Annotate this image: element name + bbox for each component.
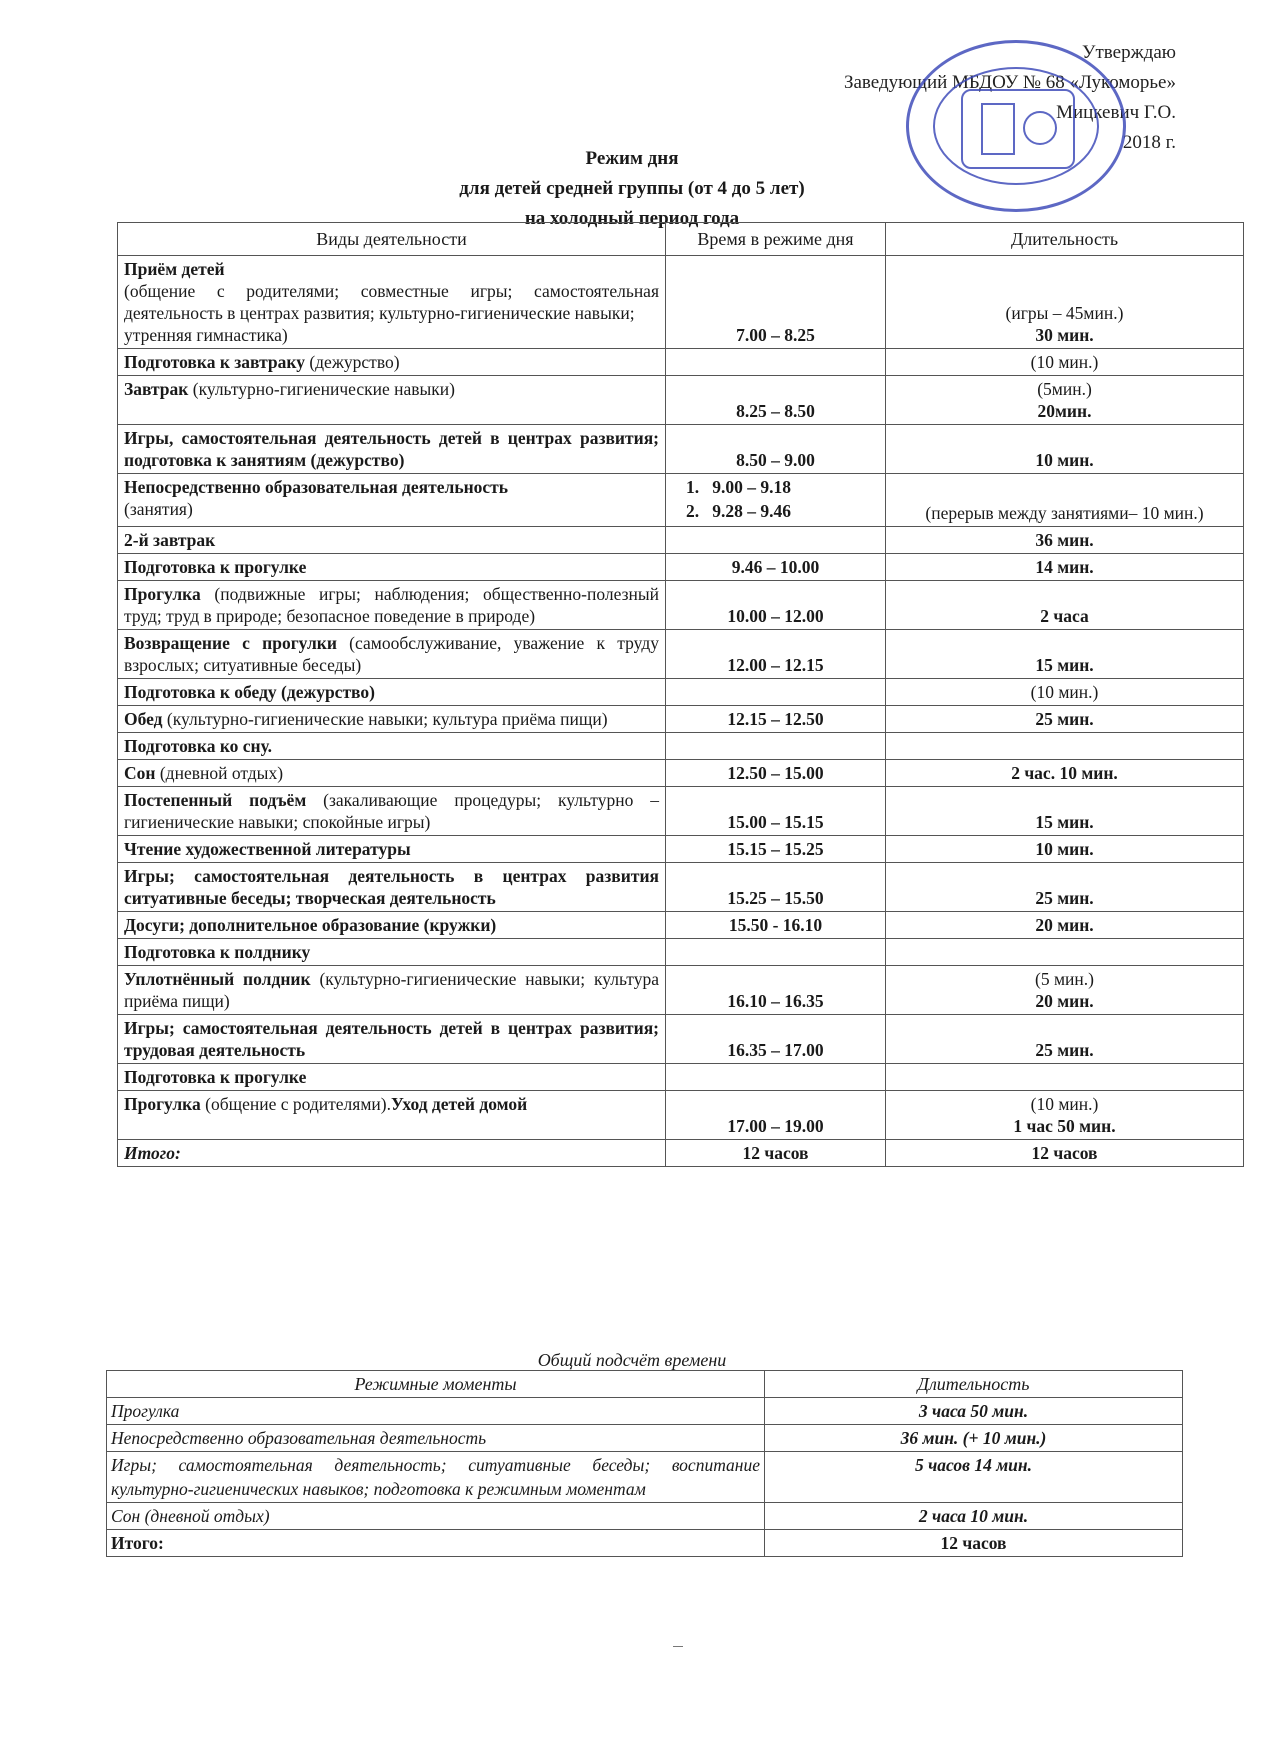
duration-value: 20 мин.: [1035, 915, 1094, 935]
duration-value: 25 мин.: [1035, 1040, 1094, 1060]
activity-title: Приём детей: [124, 259, 225, 279]
time-cell: [666, 679, 886, 706]
schedule-row: [118, 733, 1244, 760]
activity-description: (дежурство): [304, 352, 400, 372]
activity-cell: [118, 706, 666, 733]
duration-note: (5мин.): [1037, 379, 1092, 399]
duration-value: 20мин.: [1037, 401, 1092, 421]
summary-value: 5 часов 14 мин.: [765, 1452, 1183, 1503]
duration-value: 15 мин.: [1035, 812, 1094, 832]
activity-title: Сон: [124, 763, 156, 783]
activity-description: (самообслуживание, уважение к труду взрослых; ситуативные беседы): [124, 633, 659, 675]
activity-title-extra: Уход детей домой: [390, 1094, 528, 1114]
duration-cell: [886, 760, 1244, 787]
activity-cell: [118, 425, 666, 474]
summary-value: 36 мин. (+ 10 мин.): [765, 1425, 1183, 1452]
activity-cell: [118, 256, 666, 349]
activity-description: (занятия): [124, 499, 193, 519]
duration-value: 30 мин.: [1035, 325, 1094, 345]
duration-cell: [886, 1015, 1244, 1064]
duration-cell: [886, 836, 1244, 863]
duration-cell: [886, 863, 1244, 912]
activity-title: Подготовка к прогулке: [124, 557, 307, 577]
duration-cell: [886, 966, 1244, 1015]
time-cell: 16.10 – 16.35: [666, 966, 886, 1015]
duration-value: 10 мин.: [1035, 839, 1094, 859]
duration-value: 14 мин.: [1035, 557, 1094, 577]
time-cell: [666, 527, 886, 554]
activity-description: (общение с родителями).: [200, 1094, 391, 1114]
schedule-row: [118, 836, 1244, 863]
duration-note: (перерыв между занятиями– 10 мин.): [925, 503, 1204, 523]
duration-value: 2 час. 10 мин.: [1011, 763, 1118, 783]
activity-title: Игры; самостоятельная деятельность детей в центрах развития; трудовая деятельность: [124, 1018, 659, 1060]
duration-value: 1 час 50 мин.: [1013, 1116, 1116, 1136]
summary-label: Непосредственно образовательная деятельность: [107, 1425, 765, 1452]
duration-note: (10 мин.): [1030, 1094, 1099, 1114]
title-line-1: Режим дня: [585, 148, 679, 169]
time-value: 9.00 – 9.18: [712, 477, 791, 497]
schedule-row: [118, 939, 1244, 966]
duration-cell: [886, 1064, 1244, 1091]
duration-cell: [886, 425, 1244, 474]
activity-cell: [118, 376, 666, 425]
summary-title: Общий подсчёт времени: [537, 1350, 727, 1370]
time-cell: [666, 939, 886, 966]
duration-value: 25 мин.: [1035, 709, 1094, 729]
summary-label: Игры; самостоятельная деятельность; ситуативные беседы; воспитание культурно-гигиенических навыков; подготовка к режимным моментам: [107, 1452, 765, 1503]
summary-row: [107, 1425, 1183, 1452]
time-cell: 10.00 – 12.00: [666, 581, 886, 630]
time-list-item: [686, 500, 879, 522]
duration-cell: [886, 376, 1244, 425]
duration-cell: [886, 939, 1244, 966]
schedule-row: [118, 912, 1244, 939]
duration-cell: [886, 679, 1244, 706]
activity-description: (культурно-гигиенические навыки; культура приёма пищи): [162, 709, 608, 729]
header-duration: Длительность: [886, 223, 1244, 256]
schedule-row: [118, 256, 1244, 349]
time-list-item: [686, 476, 879, 498]
summary-row: [107, 1503, 1183, 1530]
activity-description: (культурно-гигиенические навыки): [188, 379, 455, 399]
schedule-total-row: [118, 1140, 1244, 1167]
schedule-row: [118, 1064, 1244, 1091]
duration-note: (игры – 45мин.): [1005, 303, 1124, 323]
summary-header-row: [107, 1371, 1183, 1398]
duration-value: 10 мин.: [1035, 450, 1094, 470]
schedule-row: [118, 679, 1244, 706]
duration-cell: [886, 1091, 1244, 1140]
schedule-row: [118, 863, 1244, 912]
activity-cell: [118, 527, 666, 554]
time-cell: 15.25 – 15.50: [666, 863, 886, 912]
duration-value: 2 часа: [1040, 606, 1089, 626]
total-label: Итого:: [118, 1140, 666, 1167]
duration-cell: [886, 630, 1244, 679]
total-duration: 12 часов: [886, 1140, 1244, 1167]
activity-cell: [118, 554, 666, 581]
time-cell: 12.50 – 15.00: [666, 760, 886, 787]
duration-value: 20 мин.: [1035, 991, 1094, 1011]
time-cell: 12.00 – 12.15: [666, 630, 886, 679]
summary-body: [107, 1398, 1183, 1557]
activity-cell: [118, 474, 666, 527]
activity-description: (дневной отдых): [155, 763, 284, 783]
summary-value: 12 часов: [765, 1530, 1183, 1557]
activity-title: Непосредственно образовательная деятельность: [124, 477, 509, 497]
time-cell: [666, 1064, 886, 1091]
time-cell: 16.35 – 17.00: [666, 1015, 886, 1064]
schedule-header-row: [118, 223, 1244, 256]
schedule-row: [118, 554, 1244, 581]
duration-cell: [886, 349, 1244, 376]
summary-label: Прогулка: [107, 1398, 765, 1425]
time-cell: 17.00 – 19.00: [666, 1091, 886, 1140]
title-line-2: для детей средней группы (от 4 до 5 лет): [459, 178, 805, 199]
time-cell: 15.50 - 16.10: [666, 912, 886, 939]
schedule-table: [117, 222, 1244, 1167]
summary-header-moments: Режимные моменты: [107, 1371, 765, 1398]
activity-description: (подвижные игры; наблюдения; общественно-полезный труд; труд в природе; безопасное поведение в природе): [124, 584, 659, 626]
summary-table: [106, 1370, 1183, 1557]
activity-title: Подготовка к полднику: [124, 942, 311, 962]
activity-cell: [118, 863, 666, 912]
duration-cell: [886, 787, 1244, 836]
duration-note: (5 мин.): [1035, 969, 1094, 989]
schedule-row: [118, 706, 1244, 733]
activity-cell: [118, 836, 666, 863]
schedule-row: [118, 376, 1244, 425]
activity-cell: [118, 966, 666, 1015]
schedule-row: [118, 425, 1244, 474]
activity-title: Прогулка: [124, 584, 201, 604]
duration-cell: [886, 581, 1244, 630]
activity-title: Игры; самостоятельная деятельность в центрах развития ситуативные беседы; творческая деятельность: [124, 866, 659, 908]
activity-cell: [118, 1091, 666, 1140]
time-value: 9.28 – 9.46: [712, 501, 791, 521]
activity-title: Уплотнённый полдник: [124, 969, 311, 989]
activity-cell: [118, 679, 666, 706]
approval-line-2: Заведующий МБДОУ № 68 «Лукоморье»: [843, 72, 1176, 93]
time-cell: [666, 733, 886, 760]
time-cell: 8.25 – 8.50: [666, 376, 886, 425]
activity-title: Обед: [124, 709, 163, 729]
schedule-row: [118, 1091, 1244, 1140]
activity-cell: [118, 349, 666, 376]
activity-cell: [118, 630, 666, 679]
activity-cell: [118, 939, 666, 966]
activity-title: Постепенный подъём: [124, 790, 307, 810]
duration-value: 36 мин.: [1035, 530, 1094, 550]
duration-cell: [886, 256, 1244, 349]
summary-header-duration: Длительность: [765, 1371, 1183, 1398]
time-cell: 8.50 – 9.00: [666, 425, 886, 474]
activity-title: Прогулка: [124, 1094, 201, 1114]
duration-note: (10 мин.): [1030, 352, 1099, 372]
activity-title: Возвращение с прогулки: [124, 633, 337, 653]
time-cell: 15.00 – 15.15: [666, 787, 886, 836]
duration-value: 15 мин.: [1035, 655, 1094, 675]
duration-value: 25 мин.: [1035, 888, 1094, 908]
schedule-row: [118, 581, 1244, 630]
activity-title: Завтрак: [124, 379, 189, 399]
schedule-row: [118, 630, 1244, 679]
schedule-row: [118, 474, 1244, 527]
activity-cell: [118, 581, 666, 630]
activity-description-extra: утренняя гимнастика): [124, 325, 288, 345]
summary-row: [107, 1530, 1183, 1557]
summary-label: Сон (дневной отдых): [107, 1503, 765, 1530]
activity-description: (культурно-гигиенические навыки; культура приёма пищи): [124, 969, 659, 1011]
duration-cell: [886, 474, 1244, 527]
footer-dash: [673, 1646, 683, 1647]
summary-row: [107, 1398, 1183, 1425]
header-activity: Виды деятельности: [118, 223, 666, 256]
document-title: [0, 144, 1264, 234]
schedule-row: [118, 966, 1244, 1015]
schedule-row: [118, 349, 1244, 376]
duration-cell: [886, 733, 1244, 760]
list-number: 1.: [686, 477, 713, 497]
time-cell: 7.00 – 8.25: [666, 256, 886, 349]
activity-title: Игры, самостоятельная деятельность детей в центрах развития; подготовка к занятиям (дежурство): [124, 428, 659, 470]
duration-cell: [886, 912, 1244, 939]
duration-cell: [886, 554, 1244, 581]
approval-line-3: Мицкевич Г.О.: [1056, 102, 1176, 123]
summary-value: 3 часа 50 мин.: [765, 1398, 1183, 1425]
activity-title: Досуги; дополнительное образование (кружки): [124, 915, 497, 935]
duration-cell: [886, 527, 1244, 554]
duration-note: (10 мин.): [1030, 682, 1099, 702]
time-cell: 9.46 – 10.00: [666, 554, 886, 581]
header-time: Время в режиме дня: [666, 223, 886, 256]
list-number: 2.: [686, 501, 713, 521]
time-cell: 15.15 – 15.25: [666, 836, 886, 863]
title-line-3: на холодный период года: [524, 208, 740, 229]
approval-line-1: Утверждаю: [1082, 42, 1176, 63]
activity-title: Подготовка ко сну.: [124, 736, 273, 756]
activity-title: Подготовка к завтраку: [124, 352, 305, 372]
summary-label: Итого:: [107, 1530, 765, 1557]
time-cell: [666, 349, 886, 376]
total-time: 12 часов: [666, 1140, 886, 1167]
summary-value: 2 часа 10 мин.: [765, 1503, 1183, 1530]
schedule-row: [118, 787, 1244, 836]
schedule-row: [118, 527, 1244, 554]
activity-cell: [118, 760, 666, 787]
summary-row: [107, 1452, 1183, 1503]
activity-cell: [118, 912, 666, 939]
time-list-cell: [666, 474, 886, 527]
activity-cell: [118, 787, 666, 836]
activity-title: Чтение художественной литературы: [124, 839, 411, 859]
activity-title: 2-й завтрак: [124, 530, 216, 550]
activity-title: Подготовка к обеду (дежурство): [124, 682, 375, 702]
activity-description: (общение с родителями; совместные игры; самостоятельная деятельность в центрах развития; культурно-гигиенические навыки;: [124, 281, 659, 323]
activity-cell: [118, 1064, 666, 1091]
time-cell: 12.15 – 12.50: [666, 706, 886, 733]
activity-cell: [118, 733, 666, 760]
approval-line-4: 2018 г.: [1122, 132, 1176, 153]
schedule-row: [118, 760, 1244, 787]
schedule-row: [118, 1015, 1244, 1064]
activity-description: (закаливающие процедуры; культурно – гигиенические навыки; спокойные игры): [124, 790, 660, 832]
activity-cell: [118, 1015, 666, 1064]
activity-title: Подготовка к прогулке: [124, 1067, 307, 1087]
schedule-body: [118, 256, 1244, 1140]
duration-cell: [886, 706, 1244, 733]
